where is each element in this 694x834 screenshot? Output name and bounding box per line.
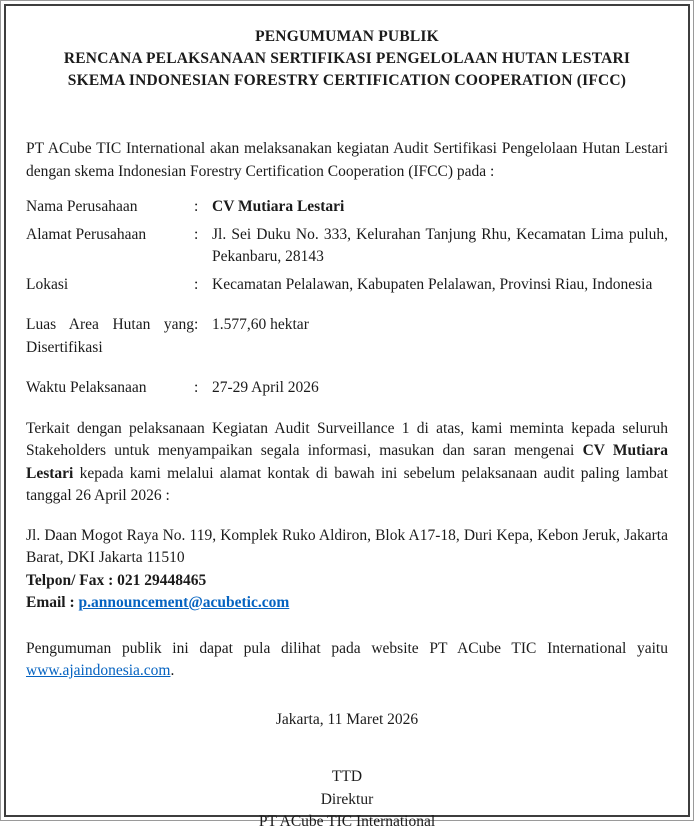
title-line-1: PENGUMUMAN PUBLIK [255,28,439,45]
document-border-box [4,4,690,830]
field-row-waktu-pelaksanaan [26,377,668,400]
field-label: Luas Area Hutan yang Disertifikasi [26,316,194,356]
contact-address: Jl. Daan Mogot Raya No. 119, Komplek Ruko Aldiron, Blok A17-18, Duri Kepa, Kebon Jeruk, Jakarta Barat, DKI Jakarta 11510 [26,526,668,566]
field-value-company-address: Jl. Sei Duku No. 333, Kelurahan Tanjung Rhu, Kecamatan Lima puluh, Pekanbaru, 28143 [212,225,668,265]
field-separator: : [194,275,199,293]
field-value-audit-dates: 27-29 April 2026 [212,379,319,396]
website-text-after: . [170,662,175,679]
field-separator: : [194,225,199,243]
contact-block [26,525,668,615]
field-row-alamat-perusahaan [26,224,668,269]
email-link[interactable]: p.announcement@acubetic.com [78,594,290,611]
intro-paragraph: PT ACube TIC International akan melaksanakan kegiatan Audit Sertifikasi Pengelolaan Hutan Lestari dengan skema Indonesian Forestry Certification Cooperation (IFCC) pada : [26,140,668,180]
title-line-3: SKEMA INDONESIAN FORESTRY CERTIFICATION COOPERATION (IFCC) [67,72,627,89]
field-row-lokasi [26,274,668,297]
field-row-nama-perusahaan [26,196,668,219]
website-link[interactable]: www.ajaindonesia.com [26,662,171,679]
signature-block [26,766,668,834]
signature-role: Direktur [320,790,374,808]
website-paragraph [26,638,668,683]
email-label: Email : [26,594,79,611]
signature-ttd: TTD [331,768,363,785]
company-detail-fields [26,196,668,400]
dateline: Jakarta, 11 Maret 2026 [275,710,419,728]
stakeholder-company-name: CV Mutiara Lestari [26,442,668,482]
contact-email-line [26,592,668,615]
field-label: Waktu Pelaksanaan [26,379,147,396]
field-label: Alamat Perusahaan [26,225,147,243]
contact-phone-fax: Telpon/ Fax : 021 29448465 [26,571,207,589]
stakeholder-text-before: Terkait dengan pelaksanaan Kegiatan Audit Surveillance 1 di atas, kami meminta kepada seluruh Stakeholders untuk menyampaikan segala informasi, masukan dan saran mengenai [26,419,668,459]
field-label: Nama Perusahaan [26,198,138,215]
title-line-2: RENCANA PELAKSANAAN SERTIFIKASI PENGELOLAAN HUTAN LESTARI [63,50,631,67]
signature-company: PT ACube TIC International [258,813,436,830]
stakeholder-paragraph [26,418,668,508]
document-title [26,26,668,92]
stakeholder-text-after: kepada kami melalui alamat kontak di bawah ini sebelum pelaksanaan audit paling lambat tanggal 26 April 2026 : [26,464,668,504]
field-row-luas-area [26,314,668,359]
field-value-company-name: CV Mutiara Lestari [212,198,345,215]
field-separator: : [194,379,199,396]
field-separator: : [194,316,199,333]
field-value-forest-area: 1.577,60 hektar [212,316,309,333]
field-separator: : [194,198,199,215]
website-text-before: Pengumuman publik ini dapat pula dilihat pada website PT ACube TIC International yaitu [26,639,668,657]
document-content [6,6,688,834]
field-value-location: Kecamatan Pelalawan, Kabupaten Pelalawan, Provinsi Riau, Indonesia [212,275,653,293]
field-label: Lokasi [26,275,69,293]
